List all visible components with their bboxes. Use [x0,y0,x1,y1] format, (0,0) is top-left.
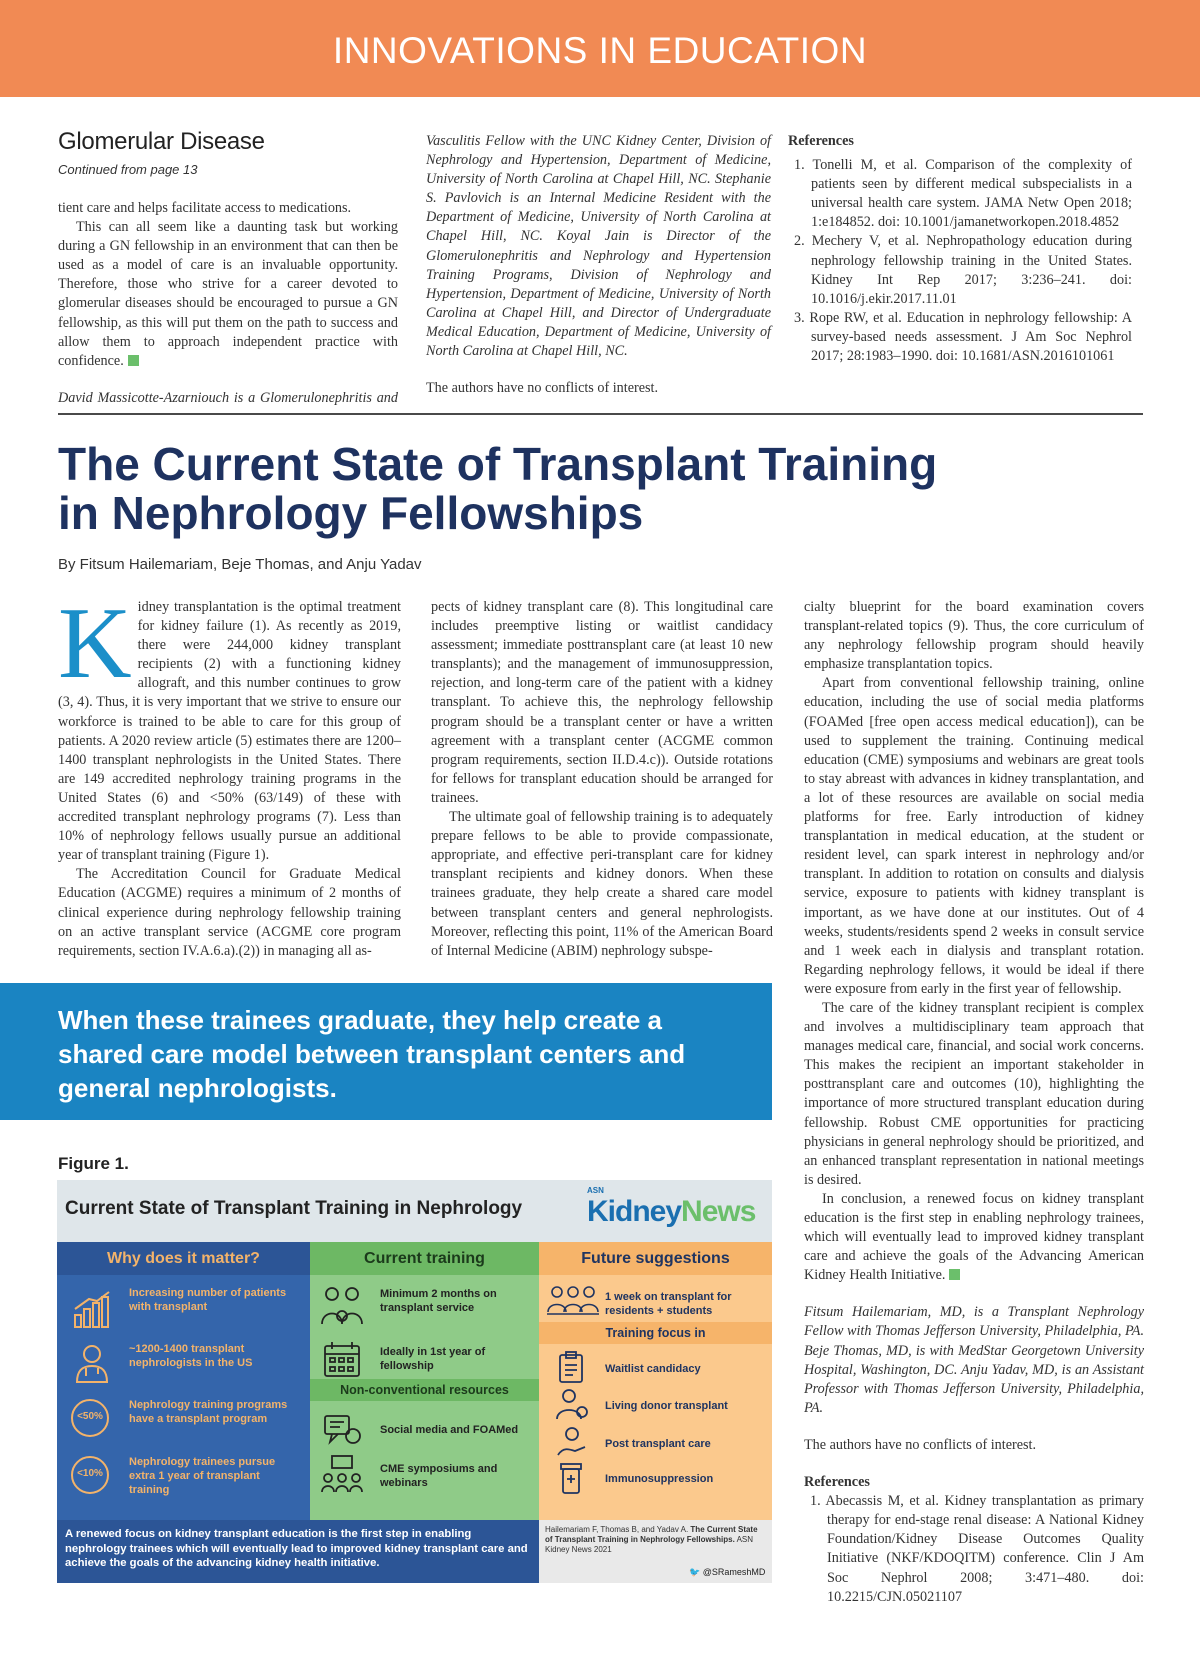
section-banner-title: INNOVATIONS IN EDUCATION [332,30,868,71]
suggestion-item: 1 week on transplant for residents + students [605,1291,732,1317]
prev-conflict: The authors have no conflicts of interest. [426,380,659,397]
percent-badge-label: <10% [77,1468,103,1479]
drop-cap: K [58,587,132,700]
column-subheading: Training focus in [539,1322,772,1344]
clipboard-icon [555,1350,589,1384]
matter-item: Nephrology training programs have a transplant program [129,1399,288,1425]
article-col2 [431,598,773,961]
resource-item: CME symposiums and webinars [380,1463,498,1489]
current-training-column [310,1242,539,1520]
article-col3 [804,598,1144,1607]
prev-paragraph: tient care and helps facilitate access to medications. [58,200,352,216]
kidney-news-logo: KidneyNews [587,1195,756,1228]
students-icon [547,1284,599,1318]
reference-item: 1. Abecassis M, et al. Kidney transplantation as primary therapy for end-stage renal disease: A National Kidney Foundation/Kidney Disease Outcomes Quality Initiative (NKF/KDOQITM) conference. Clin J Am Soc Nephrol 2008; 3:471–480. doi: 10.2215/CJN.05021107 [810,1493,1144,1605]
bar-chart-icon [71,1289,113,1331]
infographic [57,1180,772,1583]
focus-item: Living donor transplant [605,1400,728,1412]
future-suggestions-column [539,1242,772,1520]
resource-item: Social media and FOAMed [380,1424,519,1436]
prev-references [788,132,1132,366]
infographic-footer: A renewed focus on kidney transplant education is the first step in enabling nephrology trainees which will eventually lead to improved kidney transplant care and achieve the goals of the advancing kidney health initiative. [57,1520,539,1583]
article-title-line2: in Nephrology Fellowships [58,487,644,539]
end-mark [949,1269,960,1280]
prev-paragraph: This can all seem like a daunting task but working during a GN fellowship in an environment that can then be used as a model of care is an invaluable opportunity. Therefore, those who strive for a career devoted to glomerular diseases should be encouraged to pursue a GN fellowship, as this will put them on the path to success and allow them to approach independent practice with confidence. [58,219,398,369]
column-heading: Why does it matter? [57,1242,310,1275]
article-title-line1: The Current State of Transplant Training [58,438,938,490]
conflict-statement: The authors have no conflicts of interest. [804,1436,1037,1453]
training-item: Ideally in 1st year of fellowship [380,1346,486,1372]
webinar-icon [320,1454,364,1494]
article-title [58,440,1158,538]
matter-item: ~1200-1400 transplant nephrologists in the US [129,1343,253,1369]
author-bio: Fitsum Hailemariam, MD, is a Transplant Nephrology Fellow with Thomas Jefferson University, Philadelphia, PA. Beje Thomas, MD, is with MedStar Georgetown University Hospital, Washington, DC. Anju Yadav, MD, is an Assistant Professor with Thomas Jefferson University, Philadelphia, PA. [804,1304,1144,1416]
reference-item: 1. Tonelli M, et al. Comparison of the complexity of patients seen by different medical subspecialists in a universal health care system. JAMA Netw Open 2018; 1:e184852. doi: 10.1001/jamanetworkopen.2018.4852 [794,157,1132,231]
article-byline: By Fitsum Hailemariam, Beje Thomas, and Anju Yadav [58,556,422,573]
section-divider [58,413,1143,415]
end-mark [128,355,139,366]
doctor-icon [71,1342,113,1384]
matter-item: Nephrology trainees pursue extra 1 year of transplant training [129,1456,276,1496]
prev-article-col2 [426,132,771,398]
prev-article-heading: Glomerular Disease [58,128,265,155]
article-paragraph: idney transplantation is the optimal treatment for kidney failure (1). As recently as 2019, there were 244,000 kidney transplant recipients (2) with a functioning kidney allograft, and this number continues to grow (3, 4). Thus, it is very important that we strive to ensure our workforce is trained to be able to care for this group of patients. A 2020 review article (5) estimates there are 1200–1400 transplant nephrologists in the United States. There are 149 accredited nephrology training programs in the United States (6) and <50% (63/149) of these with accredited transplant nephrology programs (7). Less than 10% of nephrology fellows usually pursue an additional year of transplant training (Figure 1). [58,599,401,864]
training-item: Minimum 2 months on transplant service [380,1288,497,1314]
article-paragraph: In conclusion, a renewed focus on kidney transplant education is the first step in enabling nephrology trainees, which will eventually lead to improved kidney transplant care and achieve the goals of the Advancing American Kidney Health Initiative. [804,1190,1144,1284]
reference-item: 3. Rope RW, et al. Education in nephrology fellowship: A survey-based needs assessment. J Am Soc Nephrol 2017; 28:1983–1990. doi: 10.1681/ASN.2016101061 [794,309,1132,365]
matter-item: Increasing number of patients with transplant [129,1287,287,1313]
refs-heading: References [804,1474,870,1491]
why-it-matters-column [57,1242,310,1520]
pill-bottle-icon [555,1461,589,1495]
prev-refs-heading: References [788,133,854,149]
asn-logo: ASN [587,1186,604,1195]
twitter-handle: 🐦 @SRameshMD [689,1567,766,1577]
calendar-icon [322,1340,362,1380]
prev-article-col1 [58,128,398,408]
continued-note: Continued from page 13 [58,162,198,177]
team-icon [320,1284,364,1326]
social-media-icon [322,1410,362,1448]
column-subheading: Non-conventional resources [310,1379,539,1401]
infographic-header [57,1180,772,1242]
twitter-bird-icon: 🐦 [689,1567,701,1577]
donor-icon [555,1387,589,1421]
article-paragraph: The Accreditation Council for Graduate Medical Education (ACGME) requires a minimum of 2 months of clinical experience during nephrology fellowship training on an active transplant service (ACGME core program requirements, section IV.A.6.a).(2)) in managing all as- [58,866,401,959]
article-paragraph: cialty blueprint for the board examination covers transplant-related topics (9). Thus, the core curriculum of any nephrology fellowship program should heavily emphasize transplantation topics. [804,599,1144,673]
pull-quote [0,983,772,1120]
article-paragraph: The ultimate goal of fellowship training is to adequately prepare fellows to be able to provide compassionate, appropriate, and effective peri-transplant care for kidney transplant recipients and kidney donors. When these trainees graduate, they help create a shared care model between transplant centers and general nephrologists. Moreover, reflecting this point, 11% of the American Board of Internal Medicine (ABIM) nephrology subspe- [431,809,773,959]
article-paragraph: Apart from conventional fellowship training, online education, including the use of social media platforms (FOAMed [free open access medical education]), can be used to supplement the training. Continuing medical education (CME) symposiums and webinars are great tools to stay abreast with advances in kidney transplantation, and a lot of these resources are available on social media platforms for free. Early introduction of kidney transplantation in medical education, at the student or resident level, can spark interest in nephrology and/or transplant. In addition to rotation on consults and dialysis service, exposure to patients with kidney transplant is important, as we have done at our institutes. Out of 4 weeks, students/residents spend 2 weeks in consult service and 1 week each in dialysis and transplant rotation. Regarding nephrology fellows, it would be ideal if there were exposure from early in the first year of fellowship. [804,675,1144,997]
column-heading: Future suggestions [539,1242,772,1275]
infographic-title: Current State of Transplant Training in Nephrology [65,1198,523,1219]
infographic-citation: Hailemariam F, Thomas B, and Yadav A. The Current State of Transplant Training in Nephrology Fellowships. ASN Kidney News 2021 🐦 @SRameshMD [539,1520,772,1583]
focus-item: Immunosuppression [605,1473,714,1485]
reference-item: 2. Mechery V, et al. Nephropathology education during nephrology fellowship training in the United States. Kidney Int Rep 2017; 3:236–241. doi: 10.1016/j.ekir.2017.11.01 [794,233,1132,307]
column-heading: Current training [310,1242,539,1275]
article-paragraph: pects of kidney transplant care (8). This longitudinal care includes preemptive listing or waitlist candidacy assessment; immediate posttransplant care (at least 10 new transplants); and the management of immunosuppression, rejection, and long-term care of the patient with a kidney transplant. To achieve this, the nephrology fellowship program should be a transplant center or have a written agreement with a transplant center (ACGME common program requirements, section II.D.4.c)). Outside rotations for fellows for transplant education should be arranged for trainees. [431,599,773,806]
article-paragraph: The care of the kidney transplant recipient is complex and involves a multidisciplinary team approach that manages medical care, financial, and social work concerns. This makes the recipient an important stakeholder in posttransplant care and outcomes (10), highlighting the importance of more structured transplant education during fellowship. Robust CME opportunities for practicing physicians in general nephrology should be prioritized, and an enhanced transplant representation in national meetings is desired. [804,999,1144,1188]
article-col1 [58,587,401,961]
prev-author-bio-cont: Vasculitis Fellow with the UNC Kidney Center, Division of Nephrology and Hypertension, Department of Medicine, University of North Carolina at Chapel Hill, NC. Stephanie S. Pavlovich is an Internal Medicine Resident with the Department of Medicine, University of North Carolina at Chapel Hill, NC. Koyal Jain is Director of the Glomerulonephritis and Nephrology and Hypertension Training Programs, Division of Nephrology and Hypertension, Department of Medicine, University of North Carolina at Chapel Hill, and Director of Undergraduate Medical Education, Department of Medicine, University of North Carolina at Chapel Hill, NC. [426,133,771,360]
percent-badge-label: <50% [77,1411,103,1422]
figure-label: Figure 1. [58,1154,129,1173]
focus-item: Waitlist candidacy [605,1363,701,1375]
hand-care-icon [555,1425,589,1459]
focus-item: Post transplant care [605,1438,711,1450]
prev-author-bio: David Massicotte-Azarniouch is a Glomerulonephritis and [58,389,398,406]
section-banner [0,0,1200,97]
pull-quote-text: When these trainees graduate, they help create a shared care model between transplant centers and general nephrologists. [58,1005,686,1103]
